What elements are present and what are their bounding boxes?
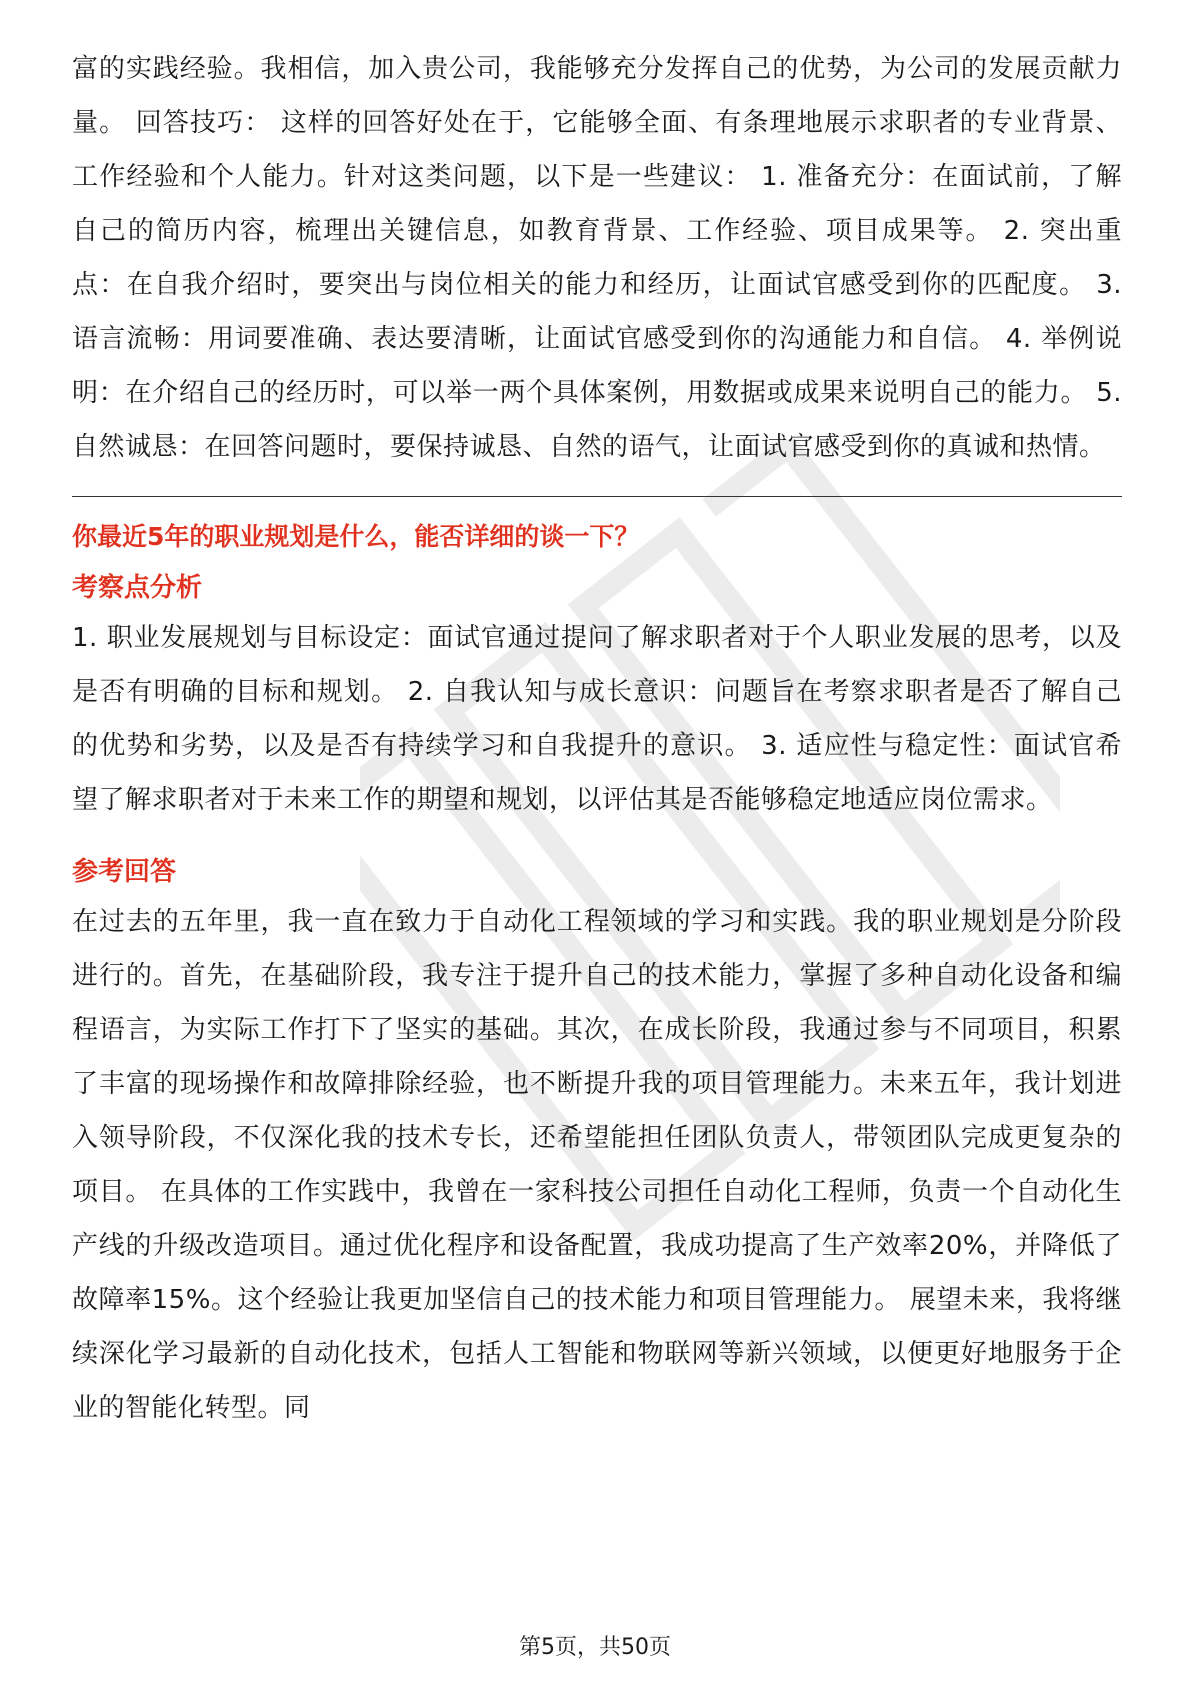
answer-text: 在过去的五年里，我一直在致力于自动化工程领域的学习和实践。我的职业规划是分阶段进行的。首先，在基础阶段，我专注于提升自己的技术能力，掌握了多种自动化设备和编程语言，为实际工作打下了坚实的基础。其次，在成长阶段，我通过参与不同项目，积累了丰富的现场操作和故障排除经验，也不断提升我的项目管理能力。未来五年，我计划进入领导阶段，不仅深化我的技术专长，还希望能担任团队负责人，带领团队完成更复杂的项目。 在具体的工作实践中，我曾在一家科技公司担任自动化工程师，负责一个自动化生产线的升级改造项目。通过优化程序和设备配置，我成功提高了生产效率20%，并降低了故障率15%。这个经验让我更加坚信自己的技术能力和项目管理能力。 展望未来，我将继续深化学习最新的自动化技术，包括人工智能和物联网等新兴领域，以便更好地服务于企业的智能化转型。同 [72,907,1122,1423]
intro-paragraph: 富的实践经验。我相信，加入贵公司，我能够充分发挥自己的优势，为公司的发展贡献力量。 回答技巧： 这样的回答好处在于，它能够全面、有条理地展示求职者的专业背景、工作经验和个人能力。针对这类问题，以下是一些建议： 1. 准备充分：在面试前，了解自己的简历内容，梳理出关键信息，如教育背景、工作经验、项目成果等。 2. 突出重点：在自我介绍时，要突出与岗位相关的能力和经历，让面试官感受到你的匹配度。 3. 语言流畅：用词要准确、表达要清晰，让面试官感受到你的沟通能力和自信。 4. 举例说明：在介绍自己的经历时，可以举一两个具体案例，用数据或成果来说明自己的能力。 5. 自然诚恳：在回答问题时，要保持诚恳、自然的语气，让面试官感受到你的真诚和热情。 [72,54,1122,462]
section-divider [72,496,1122,497]
analysis-text: 1. 职业发展规划与目标设定：面试官通过提问了解求职者对于个人职业发展的思考，以及是否有明确的目标和规划。 2. 自我认知与成长意识：问题旨在考察求职者是否了解自己的优势和劣势，以及是否有持续学习和自我提升的意识。 3. 适应性与稳定性：面试官希望了解求职者对于未来工作的期望和规划，以评估其是否能够稳定地适应岗位需求。 [72,623,1122,815]
answer-title: 参考回答 [72,857,177,887]
document-page [72,42,1122,1435]
question-heading: 你最近5年的职业规划是什么，能否详细的谈一下？ [72,522,640,551]
analysis-title: 考察点分析 [72,573,203,603]
page-footer: 第5页，共50页 [519,1635,671,1660]
